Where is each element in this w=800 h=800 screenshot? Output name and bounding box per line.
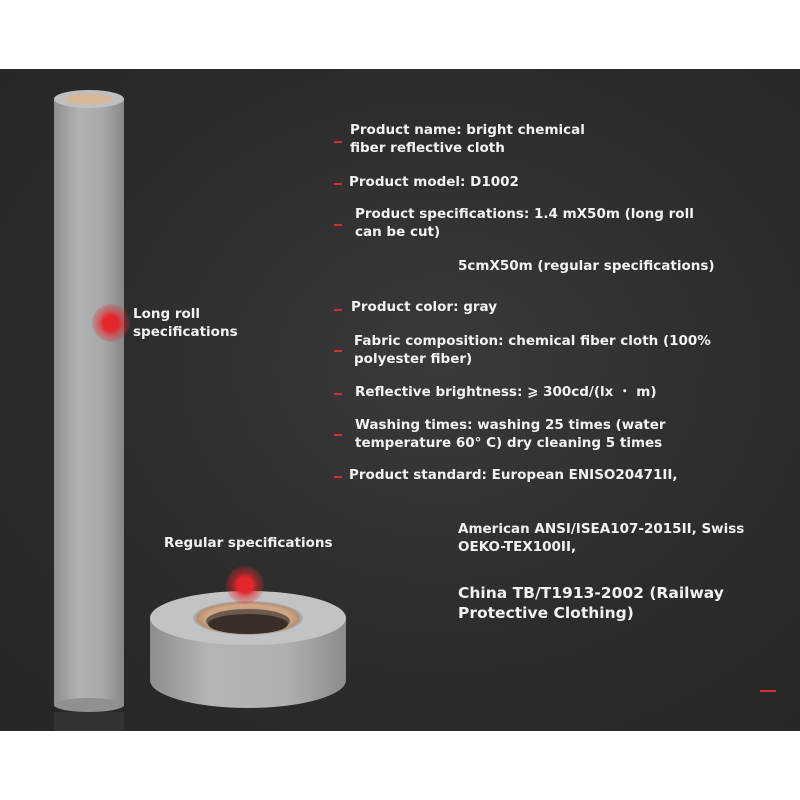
regular-roll-label: Regular specifications (164, 535, 333, 551)
spec-standards-china: China TB/T1913-2002 (Railway Protective Clothing) (458, 584, 724, 622)
long-roll-marker (92, 304, 130, 342)
spec-fabric-composition: Fabric composition: chemical fiber cloth (100% polyester fiber) (354, 333, 711, 367)
long-roll-label: Long roll specifications (133, 306, 238, 340)
regular-roll-marker (226, 566, 264, 604)
spec-washing-times: Washing times: washing 25 times (water temperature 60° C) dry cleaning 5 times (355, 417, 666, 451)
bullet-dash (334, 183, 342, 185)
bullet-dash (334, 309, 342, 311)
bullet-dash (334, 393, 342, 395)
spec-product-model: Product model: D1002 (349, 174, 519, 190)
spec-reflective-brightness: Reflective brightness: ⩾ 300cd/(lx ・ m) (355, 384, 657, 400)
bullet-dash (334, 476, 342, 478)
spec-standards-american-swiss: American ANSI/ISEA107-2015II, Swiss OEKO-TEX100II, (458, 521, 745, 555)
bullet-dash (334, 434, 342, 436)
decorative-dash (760, 690, 776, 692)
spec-product-specifications: Product specifications: 1.4 mX50m (long roll can be cut) (355, 206, 694, 240)
spec-product-name: Product name: bright chemical fiber reflective cloth (350, 122, 585, 156)
bullet-dash (334, 141, 342, 143)
bullet-dash (334, 350, 342, 352)
spec-product-standard: Product standard: European ENISO20471II, (349, 467, 678, 483)
bullet-dash (334, 224, 342, 226)
spec-regular-size: 5cmX50m (regular specifications) (458, 258, 715, 274)
spec-product-color: Product color: gray (351, 299, 498, 315)
